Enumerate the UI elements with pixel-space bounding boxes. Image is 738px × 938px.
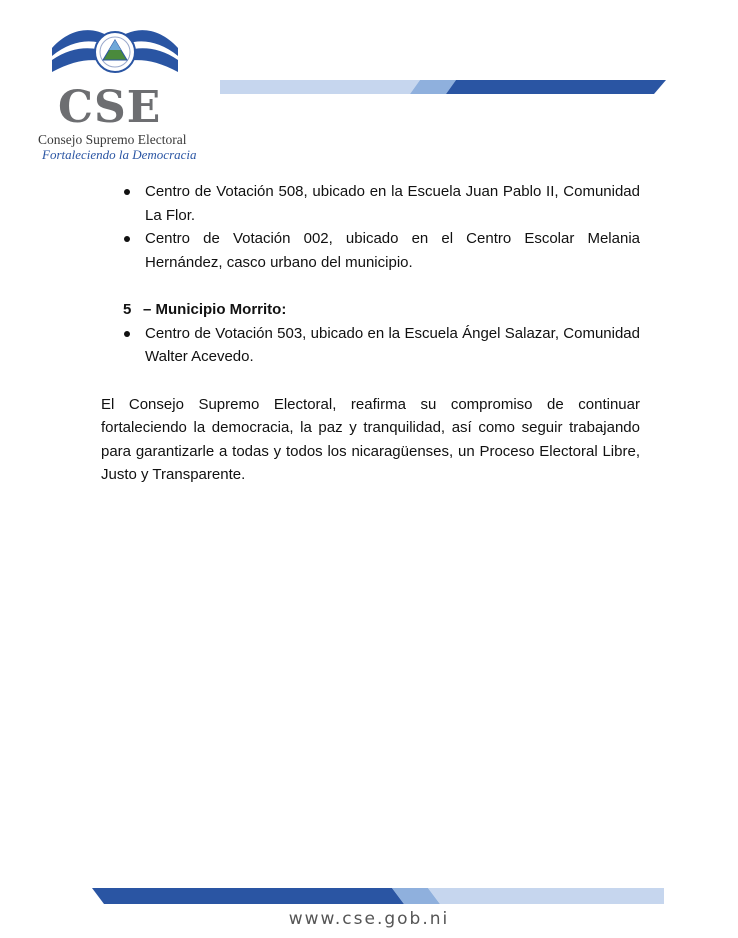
header-stripe — [220, 80, 666, 94]
section-heading-morrito — [101, 298, 640, 322]
closing-paragraph: El Consejo Supremo Electoral, reafirma su compromiso de continuar fortaleciendo la democracia, la paz y tranquilidad, así como seguir trabajando para garantizarle a todas y todos los nicaragüenses, un Proceso Electoral Libre, Justo y Transparente. — [101, 395, 640, 483]
section-title: – Municipio Morrito: — [143, 301, 287, 318]
bullet-list-2 — [101, 322, 640, 369]
section-number: 5 — [123, 301, 132, 318]
list-item: Centro de Votación 503, ubicado en la Escuela Ángel Salazar, Comunidad Walter Acevedo. — [101, 322, 640, 369]
logo-acronym: CSE — [58, 82, 162, 133]
bullet-list-1 — [101, 180, 640, 274]
cse-logo — [36, 22, 196, 162]
footer-website: www.cse.gob.ni — [288, 909, 450, 929]
flag-emblem-icon — [50, 22, 180, 86]
document-body — [101, 180, 640, 502]
bullet-icon — [124, 189, 130, 195]
logo-name: Consejo Supremo Electoral — [38, 132, 187, 147]
footer-stripe — [92, 888, 664, 904]
list-item: Centro de Votación 002, ubicado en el Centro Escolar Melania Hernández, casco urbano del municipio. — [101, 227, 640, 274]
logo-tagline: Fortaleciendo la Democracia — [42, 147, 197, 162]
list-item: Centro de Votación 508, ubicado en la Escuela Juan Pablo II, Comunidad La Flor. — [101, 180, 640, 227]
bullet-icon — [124, 236, 130, 242]
bullet-icon — [124, 331, 130, 337]
